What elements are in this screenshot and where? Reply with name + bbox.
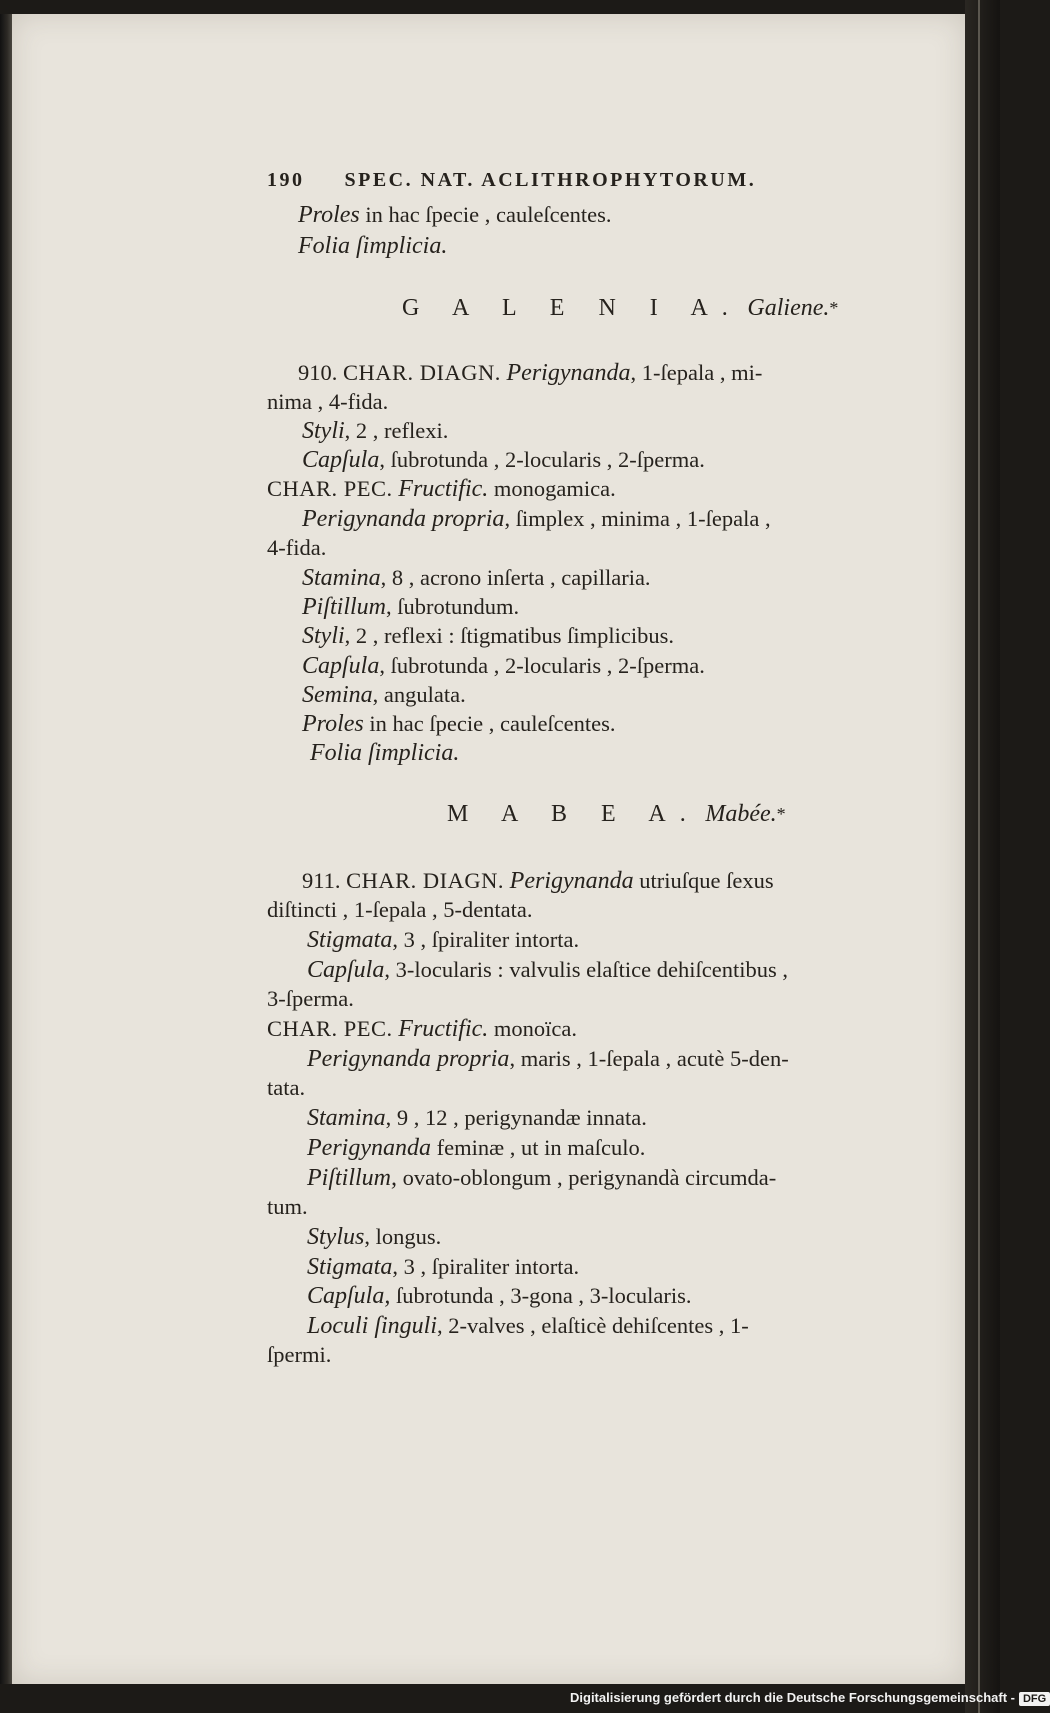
mabea-diagn-cont: diſtincti , 1-ſepala , 5-dentata. — [267, 897, 533, 922]
mabea-diagn-line: 911. CHAR. DIAGN. Perigynanda utriuſque ſexus — [302, 868, 774, 894]
mabea-pistillum-line: Piſtillum, ovato-oblongum , perigynandà circumda- — [307, 1165, 777, 1191]
mabea-stigmata-line: Stigmata, 3 , ſpiraliter intorta. — [307, 927, 580, 953]
book-page — [12, 14, 965, 1684]
running-title: SPEC. NAT. ACLITHROPHYTORUM. — [344, 169, 757, 191]
galenia-styli-line: Styli, 2 , reflexi. — [302, 418, 449, 444]
mabea-stamina-line: Stamina, 9 , 12 , perigynandæ innata. — [307, 1105, 647, 1131]
folia-line-prev: Folia ſimplicia. — [298, 233, 448, 259]
digitization-footer — [570, 1690, 1050, 1706]
galenia-perig-line: Perigynanda propria, ſimplex , minima , 1-ſepala , — [302, 506, 771, 532]
mabea-capsula-line: Capſula, 3-locularis : valvulis elaſtice dehiſcentibus , — [307, 957, 788, 983]
galenia-stamina-line: Stamina, 8 , acrono inſerta , capillaria. — [302, 565, 651, 591]
book-edge — [965, 0, 1000, 1713]
galenia-diagn-cont: nima , 4-fida. — [267, 389, 389, 414]
mabea-perig-cont: tata. — [267, 1075, 306, 1100]
mabea-capsula2-line: Capſula, ſubrotunda , 3-gona , 3-locularis. — [307, 1283, 692, 1309]
galenia-pistillum-line: Piſtillum, ſubrotundum. — [302, 594, 520, 620]
galenia-styli2-line: Styli, 2 , reflexi : ſtigmatibus ſimplicibus. — [302, 623, 674, 649]
galenia-proles-line: Proles in hac ſpecie , cauleſcentes. — [302, 711, 616, 737]
genus-heading-galenia: G A L E N I A. Galiene.* — [402, 295, 839, 321]
mabea-stylus-line: Stylus, longus. — [307, 1224, 442, 1250]
mabea-loculi-cont: ſpermi. — [267, 1342, 332, 1367]
page-number: 190 — [267, 169, 305, 191]
mabea-stigmata2-line: Stigmata, 3 , ſpiraliter intorta. — [307, 1254, 580, 1280]
mabea-capsula-cont: 3-ſperma. — [267, 986, 354, 1011]
galenia-folia-line: Folia ſimplicia. — [310, 740, 460, 766]
mabea-perig-fem-line: Perigynanda feminæ , ut in maſculo. — [307, 1135, 646, 1161]
running-header — [267, 166, 756, 194]
galenia-capsula2-line: Capſula, ſubrotunda , 2-locularis , 2-ſperma. — [302, 653, 705, 679]
dfg-logo-badge: DFG — [1019, 1692, 1050, 1706]
galenia-diagn-line: 910. CHAR. DIAGN. Perigynanda, 1-ſepala , mi- — [298, 360, 763, 386]
footer-text: Digitalisierung gefördert durch die Deutsche Forschungsgemeinschaft - — [570, 1690, 1015, 1705]
galenia-capsula-line: Capſula, ſubrotunda , 2-locularis , 2-ſperma. — [302, 447, 705, 473]
genus-heading-mabea: M A B E A. Mabée.* — [447, 801, 786, 827]
mabea-loculi-line: Loculi ſinguli, 2-valves , elaſticè dehiſcentes , 1- — [307, 1313, 749, 1339]
mabea-pec-line: CHAR. PEC. Fructific. monoïca. — [267, 1016, 577, 1042]
galenia-semina-line: Semina, angulata. — [302, 682, 466, 708]
mabea-pistillum-cont: tum. — [267, 1194, 308, 1219]
book-gutter — [0, 14, 12, 1684]
mabea-perig-line: Perigynanda propria, maris , 1-ſepala , acutè 5-den- — [307, 1046, 789, 1072]
galenia-perig-cont: 4-fida. — [267, 535, 327, 560]
galenia-pec-line: CHAR. PEC. Fructific. monogamica. — [267, 476, 616, 502]
proles-line-prev: Proles in hac ſpecie , cauleſcentes. — [298, 202, 612, 228]
